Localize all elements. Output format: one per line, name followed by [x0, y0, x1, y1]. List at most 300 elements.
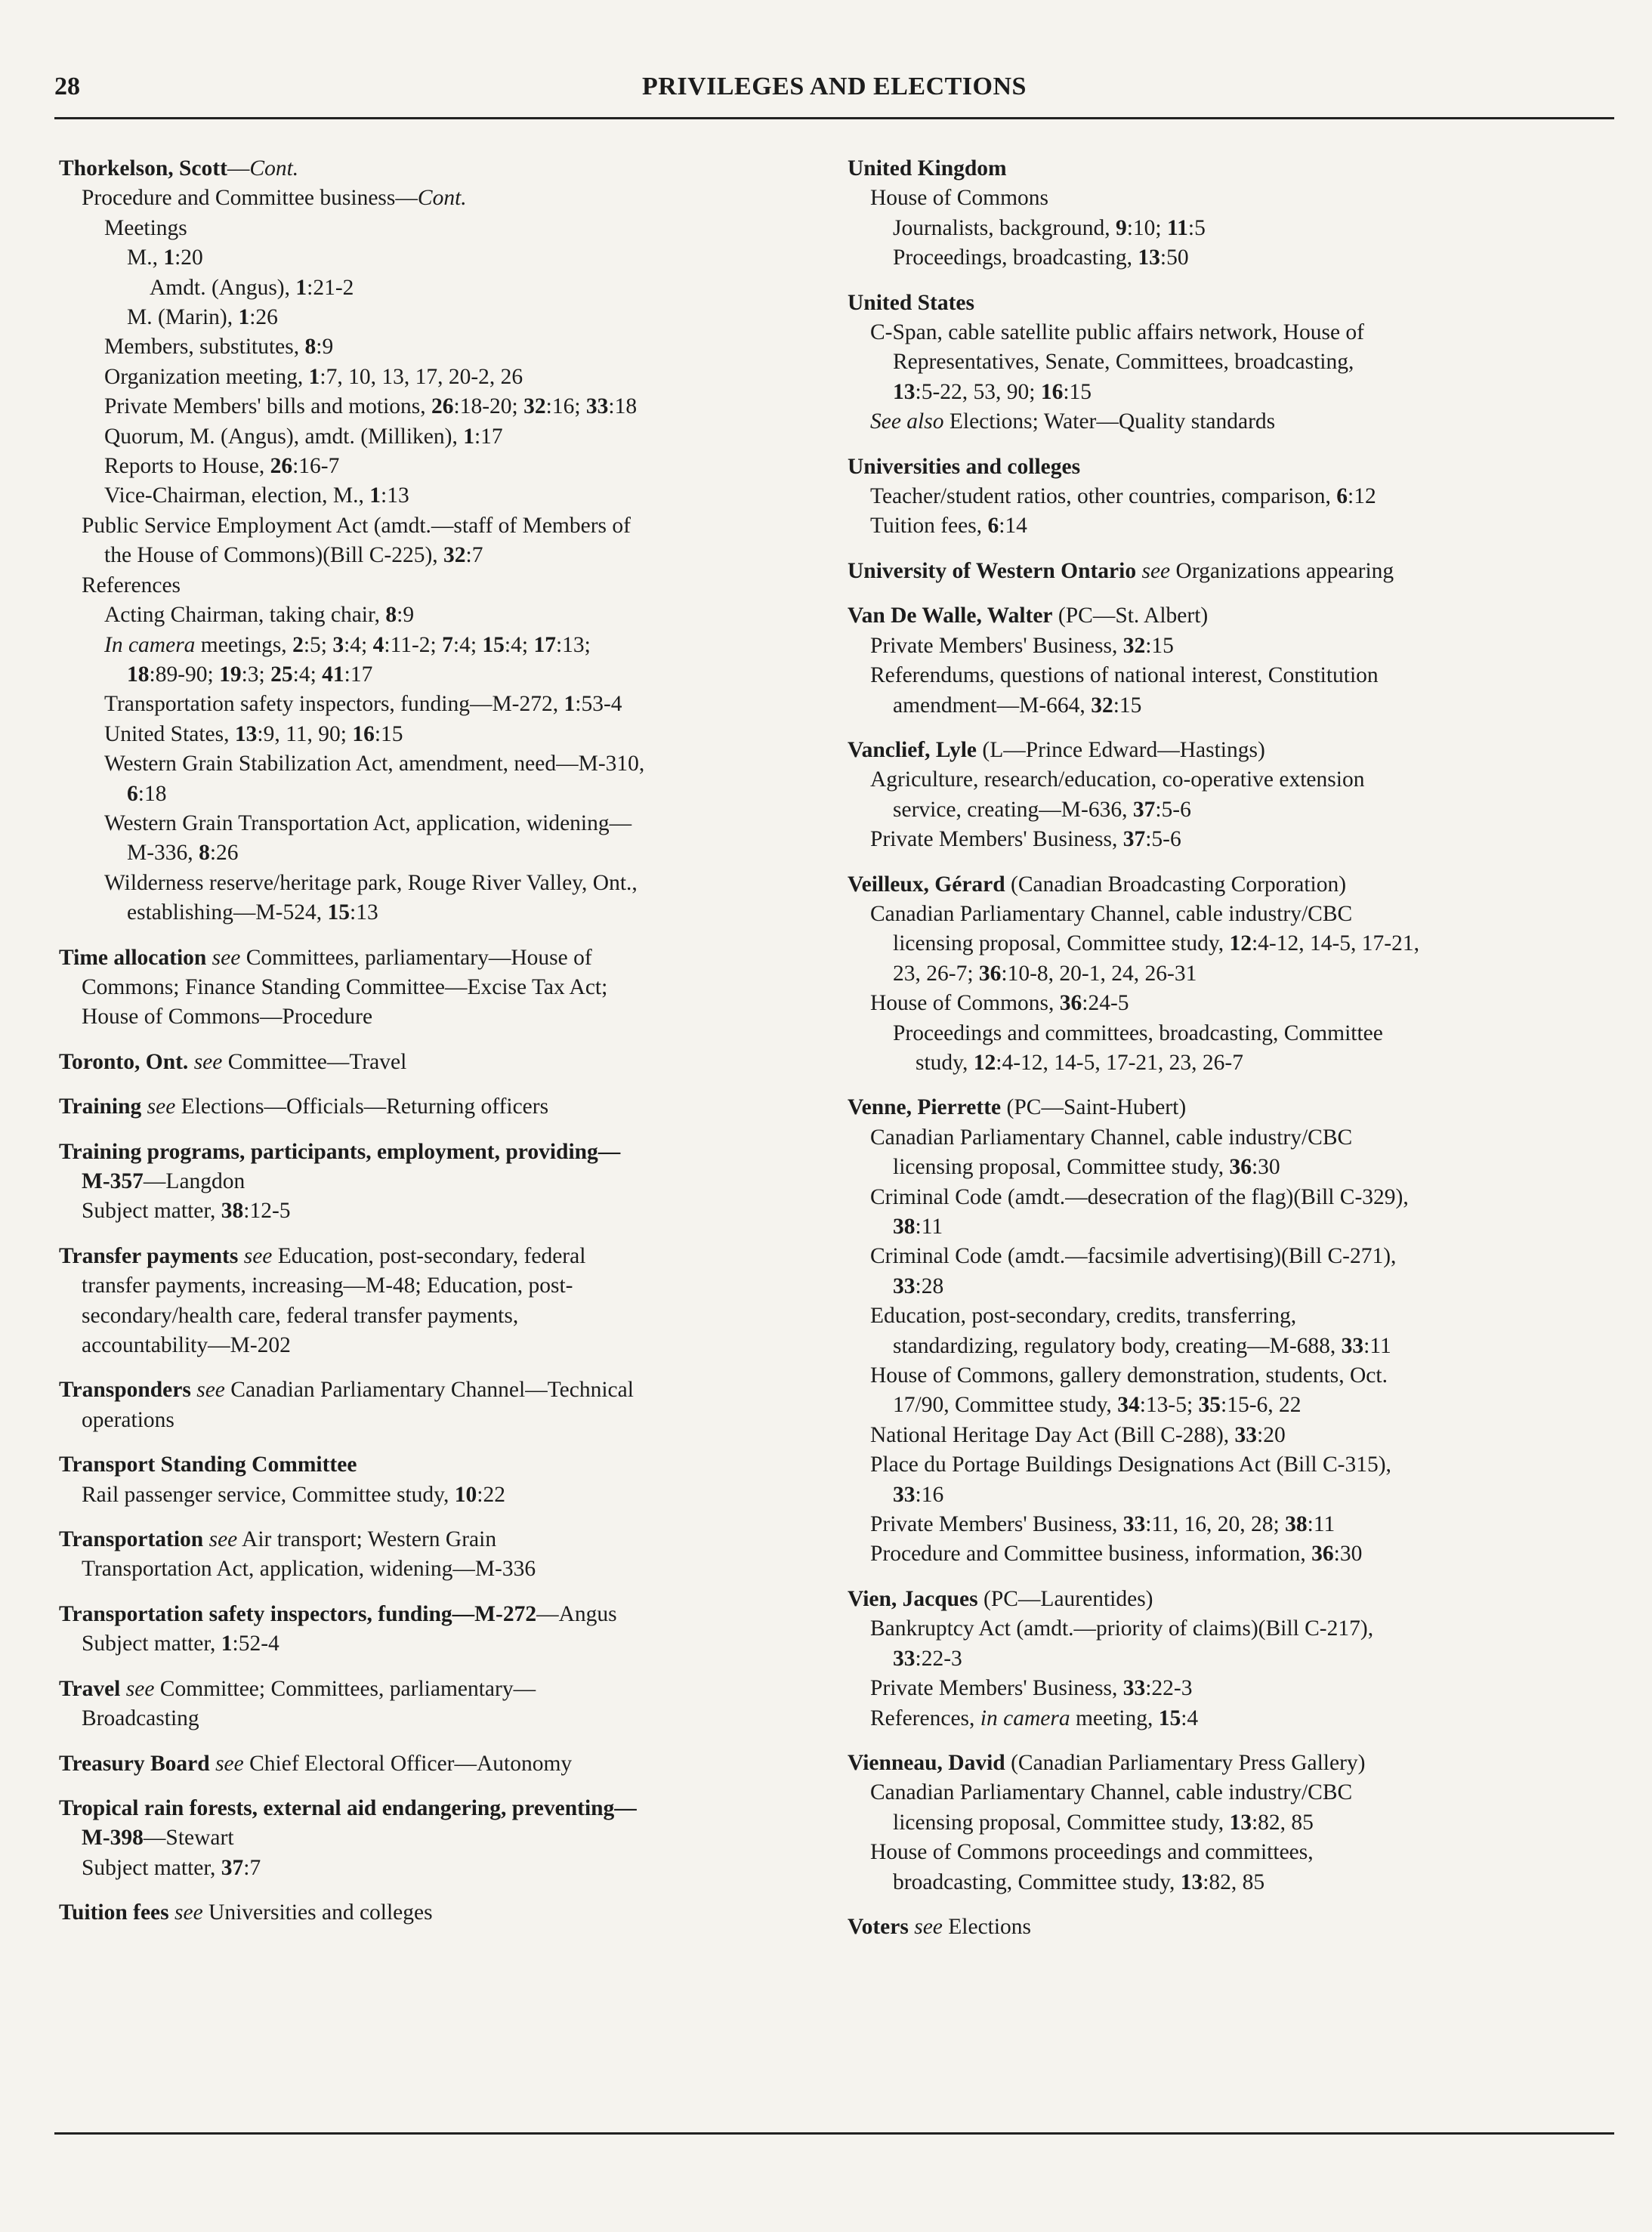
entry-subline [848, 1212, 1603, 1242]
text-run: Subject matter, [82, 1855, 221, 1880]
text-run: :11 [1363, 1333, 1391, 1358]
text-run [188, 1050, 193, 1074]
text-run: (Canadian Parliamentary Press Gallery) [1005, 1750, 1366, 1775]
entry-subline [848, 184, 1603, 213]
text-run: Commons; Finance Standing Committee—Excise Tax Act; [82, 974, 608, 999]
bold-text: 17 [533, 632, 556, 657]
italic-text: see [212, 945, 241, 970]
text-run: :15-6, 22 [1221, 1393, 1302, 1418]
entry-subline [848, 661, 1603, 690]
entry-subline [59, 838, 814, 868]
bold-text: Transponders [59, 1378, 191, 1403]
bold-text: 13 [234, 721, 258, 746]
bold-text: 33 [1234, 1422, 1258, 1447]
bold-text: 11 [1167, 215, 1188, 240]
text-run: :7 [243, 1855, 261, 1880]
entry-subline [59, 452, 814, 481]
entry-subline [848, 1644, 1603, 1674]
entry-subline [848, 795, 1603, 825]
text-run: :50 [1159, 245, 1189, 270]
text-run [169, 1900, 174, 1925]
italic-text: in camera [980, 1706, 1070, 1730]
entry-heading-line [59, 1092, 814, 1122]
index-entry [59, 1138, 814, 1227]
text-run: :13-5; [1139, 1393, 1199, 1418]
text-run: meeting, [1070, 1706, 1159, 1730]
bold-text: Time allocation [59, 945, 207, 970]
text-run: Place du Portage Buildings Designations Act (Bill C-315), [870, 1452, 1391, 1477]
text-run: United States, [104, 721, 235, 746]
entry-subline [59, 690, 814, 719]
text-run: Meetings [104, 215, 187, 240]
text-run: :16-7 [292, 454, 340, 479]
text-run: Procedure and Committee business, information, [870, 1542, 1312, 1567]
italic-text: In camera [104, 632, 196, 657]
bold-text: Universities and colleges [848, 454, 1081, 479]
text-run: :16; [545, 394, 586, 419]
text-run: :12 [1348, 484, 1376, 509]
bold-text: 16 [1040, 379, 1064, 404]
index-entry [848, 601, 1603, 721]
text-run: National Heritage Day Act (Bill C-288), [870, 1422, 1235, 1447]
text-run: 17/90, Committee study, [893, 1393, 1118, 1418]
text-run: Canadian Parliamentary Channel, cable industry/CBC [870, 901, 1353, 926]
bold-text: 33 [1341, 1333, 1364, 1358]
entry-subline [848, 482, 1603, 511]
text-run: Elections [942, 1914, 1032, 1939]
entry-heading-line [59, 1525, 814, 1554]
entry-heading-line [848, 557, 1603, 586]
bold-text: 32 [443, 543, 466, 568]
text-run: :7, 10, 13, 17, 20-2, 26 [320, 364, 523, 389]
italic-text: see [147, 1094, 176, 1119]
bold-text: 37 [1122, 827, 1146, 852]
text-run: Education, post-secondary, credits, transferring, [870, 1304, 1297, 1329]
text-run: :9 [397, 603, 415, 628]
index-entry [848, 870, 1603, 1079]
bold-text: 33 [1122, 1676, 1146, 1701]
entry-heading-line [848, 1585, 1603, 1614]
text-run: Proceedings, broadcasting, [893, 245, 1138, 270]
text-run: References [82, 573, 181, 597]
text-run: Subject matter, [82, 1632, 221, 1656]
text-run: :26 [249, 305, 278, 330]
italic-text: Cont. [417, 186, 467, 211]
entry-heading-line [59, 943, 814, 973]
text-run: Committee; Committees, parliamentary— [154, 1676, 536, 1701]
entry-subline [59, 749, 814, 779]
bold-text: Transportation safety inspectors, funding—M-272 [59, 1601, 537, 1626]
bold-text: Vien, Jacques [848, 1586, 978, 1611]
entry-subline [59, 1271, 814, 1301]
index-entry [59, 1375, 814, 1435]
entry-subline [848, 214, 1603, 243]
entry-subline [59, 1167, 814, 1196]
text-run: licensing proposal, Committee study, [893, 1155, 1230, 1180]
bold-text: 33 [893, 1273, 916, 1298]
bold-text: 8 [199, 841, 210, 866]
italic-text: see [196, 1378, 225, 1403]
index-entry [848, 289, 1603, 437]
text-run: House of Commons proceedings and committees, [870, 1840, 1314, 1865]
text-run: :15 [374, 721, 403, 746]
entry-heading-line [848, 736, 1603, 765]
text-run: :11 [915, 1215, 943, 1239]
bold-text: 33 [585, 394, 609, 419]
bold-text: 18 [127, 662, 150, 687]
text-run: Criminal Code (amdt.—facsimile advertising)(Bill C-271), [870, 1244, 1397, 1269]
bold-text: 38 [893, 1215, 916, 1239]
bold-text: 16 [352, 721, 375, 746]
bold-text: 8 [304, 335, 317, 360]
text-run: establishing—M-524, [127, 900, 328, 925]
text-run [206, 946, 212, 970]
entry-subline [848, 347, 1603, 377]
entry-subline [848, 243, 1603, 273]
bold-text: University of Western Ontario [848, 558, 1137, 583]
bold-text: 1 [308, 364, 320, 389]
text-run: :26 [209, 841, 239, 866]
entry-subline [848, 378, 1603, 407]
footer-rule [54, 2132, 1614, 2135]
entry-subline [848, 1332, 1603, 1361]
text-run: Western Grain Transportation Act, application, widening— [104, 810, 632, 835]
index-entry [59, 1898, 814, 1928]
entry-heading-line [59, 1138, 814, 1167]
text-run: :5-6 [1155, 797, 1191, 822]
bold-text: 1 [463, 424, 474, 449]
text-run: :13; [555, 632, 591, 657]
entry-subline [848, 407, 1603, 437]
text-run: :17 [344, 662, 373, 687]
bold-text: Van De Walle, Walter [848, 604, 1053, 628]
bold-text: Tuition fees [59, 1900, 169, 1925]
entry-heading-line [848, 452, 1603, 482]
text-run: Criminal Code (amdt.—desecration of the flag)(Bill C-329), [870, 1184, 1409, 1209]
text-run: operations [82, 1407, 174, 1432]
text-run: :11-2; [384, 632, 443, 657]
text-run: —Angus [536, 1601, 617, 1626]
entry-heading-line [848, 870, 1603, 900]
bold-text: 7 [442, 632, 453, 657]
bold-text: Treasury Board [59, 1751, 210, 1776]
text-run: the House of Commons)(Bill C-225), [104, 543, 444, 568]
text-run [238, 1244, 243, 1268]
text-run: (PC—Laurentides) [977, 1586, 1153, 1611]
entry-heading-line [59, 1600, 814, 1629]
entry-heading-line [59, 1898, 814, 1928]
entry-subline [848, 1450, 1603, 1480]
bold-text: 8 [385, 603, 397, 628]
text-run: :18 [137, 781, 167, 806]
text-run: Journalists, background, [893, 215, 1116, 240]
text-run: :22-3 [915, 1646, 962, 1671]
bold-text: 41 [322, 662, 344, 687]
text-run: Procedure and Committee business— [82, 186, 418, 211]
bold-text: 6 [1336, 484, 1348, 509]
text-run: :15 [1113, 693, 1142, 718]
text-run: :5 [1187, 215, 1206, 240]
text-run: (L—Prince Edward—Hastings) [977, 737, 1265, 762]
entry-subline [848, 1480, 1603, 1510]
italic-text: see [1141, 558, 1171, 583]
entry-heading-line [848, 1749, 1603, 1778]
index-entry [848, 1749, 1603, 1897]
entry-subline [59, 1704, 814, 1733]
text-run: :21-2 [307, 275, 354, 300]
bold-text: 1 [295, 275, 307, 300]
text-run: Private Members' bills and motions, [104, 394, 432, 419]
entry-subline [848, 1614, 1603, 1644]
text-run: :82, 85 [1251, 1810, 1314, 1835]
entry-subline [59, 660, 814, 690]
bold-text: 36 [1311, 1542, 1334, 1567]
entry-subline [59, 1629, 814, 1659]
entry-subline [848, 1019, 1603, 1048]
text-run: Members, substitutes, [104, 335, 305, 360]
bold-text: United States [848, 290, 974, 315]
bold-text: Vienneau, David [848, 1750, 1005, 1775]
text-run: :82, 85 [1203, 1869, 1265, 1894]
entry-heading-line [59, 1048, 814, 1077]
bold-text: 1 [163, 245, 175, 270]
text-run: :11 [1307, 1512, 1335, 1537]
bold-text: 1 [564, 692, 576, 717]
bold-text: M-398 [82, 1826, 144, 1851]
index-entry [59, 1525, 814, 1585]
text-run: Education, post-secondary, federal [272, 1243, 586, 1268]
bold-text: Venne, Pierrette [848, 1095, 1002, 1120]
entry-subline [59, 1002, 814, 1032]
text-run: Amdt. (Angus), [150, 275, 296, 300]
entry-subline [59, 600, 814, 630]
entry-subline [59, 1480, 814, 1510]
entry-subline [848, 900, 1603, 929]
text-run: M. (Marin), [127, 305, 239, 330]
bold-text: 26 [270, 454, 293, 479]
index-entry [848, 736, 1603, 855]
bold-text: 10 [454, 1482, 477, 1507]
entry-subline [848, 1510, 1603, 1539]
entry-subline [848, 1123, 1603, 1153]
index-entry [848, 1093, 1603, 1570]
bold-text: 13 [893, 379, 916, 404]
entry-subline [848, 929, 1603, 959]
text-run: :28 [915, 1273, 944, 1298]
bold-text: Thorkelson, Scott [59, 156, 227, 181]
entry-subline [59, 720, 814, 749]
text-run: broadcasting, Committee study, [893, 1869, 1181, 1894]
text-run: Organizations appearing [1170, 558, 1394, 583]
text-run: :10-8, 20-1, 24, 26-31 [1001, 961, 1197, 986]
text-run: :5-22, 53, 90; [915, 379, 1041, 404]
text-run: Organization meeting, [104, 364, 309, 389]
text-run: 23, 26-7; [893, 961, 979, 986]
text-run: :17 [474, 424, 503, 449]
text-run: Canadian Parliamentary Channel, cable industry/CBC [870, 1780, 1353, 1805]
bold-text: 35 [1198, 1393, 1221, 1418]
bold-text: Training [59, 1094, 142, 1119]
entry-subline [59, 898, 814, 928]
bold-text: 37 [221, 1855, 244, 1880]
bold-text: 32 [1122, 633, 1146, 658]
text-run: :10; [1126, 215, 1167, 240]
text-run: :89-90; [149, 662, 220, 687]
page-header [54, 73, 1614, 116]
text-run: House of Commons—Procedure [82, 1005, 373, 1030]
bold-text: 33 [893, 1646, 916, 1671]
text-run: :4; [452, 632, 483, 657]
text-run: standardizing, regulatory body, creating—M-688, [893, 1333, 1342, 1358]
entry-subline [848, 1778, 1603, 1808]
entry-subline [59, 973, 814, 1002]
italic-text: see [193, 1049, 223, 1074]
index-entry [59, 943, 814, 1033]
text-run: (Canadian Broadcasting Corporation) [1005, 872, 1347, 897]
running-title: PRIVILEGES AND ELECTIONS [642, 73, 1027, 100]
text-run: :4-12, 14-5, 17-21, 23, 26-7 [996, 1050, 1244, 1075]
bold-text: 19 [219, 662, 242, 687]
bold-text: 1 [221, 1632, 233, 1656]
entry-subline [59, 1823, 814, 1853]
text-run: :7 [465, 543, 483, 568]
entry-heading-line [59, 1450, 814, 1480]
bold-text: 26 [431, 394, 454, 419]
text-run: study, [916, 1050, 974, 1075]
entry-subline [848, 1704, 1603, 1733]
text-run: Subject matter, [82, 1199, 221, 1224]
bold-text: 38 [1285, 1512, 1308, 1537]
entry-subline [848, 1272, 1603, 1301]
bold-text: 33 [1122, 1512, 1146, 1537]
entry-subline [59, 780, 814, 809]
text-run: — [227, 156, 250, 181]
entry-subline [848, 1361, 1603, 1391]
entry-subline [848, 1808, 1603, 1838]
text-run: :13 [381, 483, 409, 508]
bold-text: 15 [1158, 1706, 1181, 1730]
text-run: licensing proposal, Committee study, [893, 931, 1230, 956]
text-run: Private Members' Business, [870, 1512, 1123, 1537]
text-run: Private Members' Business, [870, 827, 1123, 852]
text-run [203, 1527, 208, 1551]
text-run: House of Commons, gallery demonstration, students, Oct. [870, 1363, 1388, 1388]
index-entry [59, 1794, 814, 1883]
text-run: accountability—M-202 [82, 1333, 291, 1358]
entry-heading-line [848, 289, 1603, 318]
entry-subline [848, 1868, 1603, 1897]
italic-text: Cont. [249, 156, 299, 181]
text-run: Rail passenger service, Committee study, [82, 1482, 455, 1507]
text-run: :9 [316, 335, 334, 360]
text-run: :11, 16, 20, 28; [1145, 1512, 1286, 1537]
bold-text: 15 [482, 632, 505, 657]
entry-subline [59, 392, 814, 421]
text-run: Public Service Employment Act (amdt.—staff of Members of [82, 513, 631, 538]
text-run: :4 [1181, 1706, 1199, 1730]
entry-heading-line [59, 154, 814, 184]
text-run: :18 [608, 394, 638, 419]
text-run: :22-3 [1145, 1676, 1193, 1701]
bold-text: 13 [1138, 245, 1160, 270]
index-column-right [848, 154, 1603, 1957]
text-run: Elections; Water—Quality standards [943, 409, 1276, 434]
bold-text: 32 [1091, 693, 1113, 718]
entry-subline [59, 1854, 814, 1883]
entry-heading-line [848, 1093, 1603, 1122]
entry-subline [848, 959, 1603, 989]
text-run: (PC—Saint-Hubert) [1001, 1095, 1187, 1120]
italic-text: see [174, 1900, 203, 1925]
entry-heading-line [848, 154, 1603, 184]
bold-text: Toronto, Ont. [59, 1049, 189, 1074]
bold-text: Tropical rain forests, external aid endangering, preventing— [59, 1795, 637, 1820]
entry-subline [59, 631, 814, 660]
bold-text: 15 [327, 900, 350, 925]
text-run: Bankruptcy Act (amdt.—priority of claims)(Bill C-217), [870, 1616, 1374, 1641]
entry-heading-line [59, 1794, 814, 1823]
bold-text: M-357 [82, 1169, 144, 1193]
entry-subline [59, 571, 814, 600]
entry-subline [848, 318, 1603, 347]
entry-subline [59, 1301, 814, 1331]
italic-text: see [914, 1914, 943, 1939]
bold-text: 9 [1115, 215, 1127, 240]
text-run: M., [127, 245, 164, 270]
bold-text: 12 [973, 1050, 996, 1075]
bold-text: 6 [127, 781, 138, 806]
index-entry [848, 452, 1603, 542]
text-run: :24-5 [1082, 991, 1129, 1016]
text-run: :52-4 [232, 1632, 279, 1656]
text-run: licensing proposal, Committee study, [893, 1810, 1230, 1835]
entry-subline [59, 511, 814, 541]
entry-subline [59, 243, 814, 273]
text-run: :5; [303, 632, 333, 657]
index-entry [59, 1749, 814, 1779]
bold-text: 36 [1229, 1155, 1252, 1180]
bold-text: 3 [332, 632, 344, 657]
text-run: :22 [477, 1482, 505, 1507]
entry-subline [59, 541, 814, 570]
italic-text: see [243, 1243, 273, 1268]
entry-subline [59, 1331, 814, 1360]
text-run: :9, 11, 90; [257, 721, 353, 746]
bold-text: 6 [987, 514, 999, 539]
text-run: Chief Electoral Officer—Autonomy [243, 1751, 573, 1776]
index-entry [848, 1912, 1603, 1942]
entry-subline [848, 1838, 1603, 1867]
text-run: Committee—Travel [222, 1049, 407, 1074]
bold-text: 33 [893, 1482, 916, 1507]
text-run: References, [870, 1706, 980, 1730]
italic-text: see [125, 1676, 155, 1701]
entry-subline [848, 1048, 1603, 1078]
text-run: House of Commons, [870, 991, 1060, 1016]
text-run: —Langdon [143, 1169, 245, 1193]
bold-text: 32 [523, 394, 546, 419]
text-run: :12-5 [243, 1199, 291, 1224]
text-run: Air transport; Western Grain [237, 1527, 497, 1552]
text-run: :4; [504, 632, 534, 657]
text-run: —Stewart [143, 1826, 234, 1851]
entry-subline [848, 825, 1603, 854]
entry-subline [59, 363, 814, 392]
text-run: :4; [344, 632, 373, 657]
entry-subline [848, 1539, 1603, 1569]
entry-heading-line [848, 601, 1603, 631]
entry-heading-line [59, 1749, 814, 1779]
